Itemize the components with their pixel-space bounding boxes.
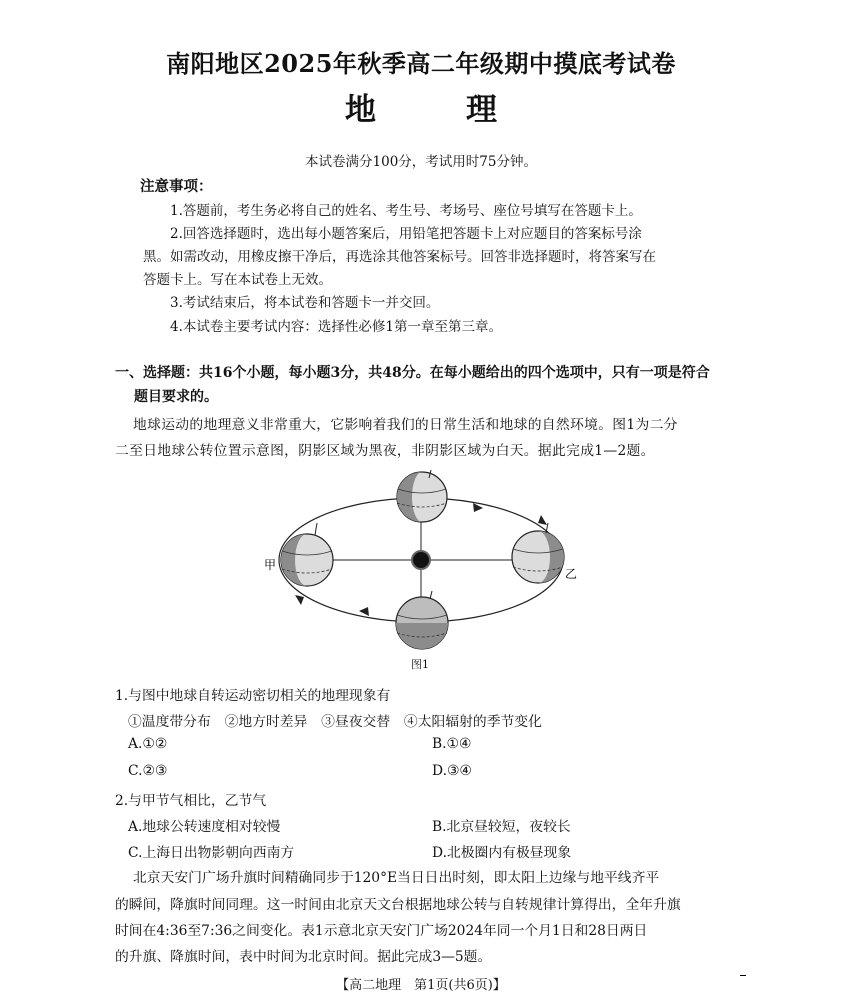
section-heading-cont: 题目要求的。 bbox=[134, 389, 218, 405]
notice-line-2: 2.回答选择题时，选出每小题答案后，用铅笔把答题卡上对应题目的答案标号涂 bbox=[170, 226, 642, 242]
q1-option-b: B.①④ bbox=[432, 736, 472, 752]
notice-line-1: 1.答题前，考生务必将自己的姓名、考生号、考场号、座位号填写在答题卡上。 bbox=[170, 203, 642, 219]
earth-left bbox=[281, 523, 333, 586]
q2-option-d: D.北极圈内有极昼现象 bbox=[432, 845, 572, 861]
notice-line-2-end: 答题卡上。写在本试卷上无效。 bbox=[143, 272, 332, 288]
orbit-arrow-bottom bbox=[359, 607, 369, 616]
orbit-arrow-left bbox=[295, 595, 304, 605]
orbit-arrow-right bbox=[538, 515, 547, 525]
q1-option-c: C.②③ bbox=[128, 763, 168, 779]
sun bbox=[412, 551, 430, 569]
q1-items: ①温度带分布 ②地方时差异 ③昼夜交替 ④太阳辐射的季节变化 bbox=[128, 714, 542, 730]
q2-option-c: C.上海日出物影朝向西南方 bbox=[128, 845, 295, 861]
notice-line-3: 3.考试结束后，将本试卷和答题卡一并交回。 bbox=[170, 295, 440, 311]
earth-top bbox=[397, 470, 447, 522]
q1-stem: 1.与图中地球自转运动密切相关的地理现象有 bbox=[115, 688, 391, 704]
notice-line-4: 4.本试卷主要考试内容：选择性必修1第一章至第三章。 bbox=[170, 319, 502, 335]
earth-right bbox=[512, 523, 564, 583]
page-footer: 【高二地理 第1页(共6页)】 bbox=[336, 978, 506, 993]
q2-option-a: A.地球公转速度相对较慢 bbox=[128, 819, 281, 835]
exam-info: 本试卷满分100分，考试用时75分钟。 bbox=[305, 154, 537, 170]
intro-paragraph-2: 北京天安门广场升旗时间精确同步于120°E当日日出时刻，即太阳上边缘与地平线齐平 bbox=[133, 870, 660, 886]
intro-paragraph-1: 地球运动的地理意义非常重大，它影响着我们的日常生活和地球的自然环境。图1为二分 bbox=[133, 417, 678, 433]
figure-caption: 图1 bbox=[411, 658, 429, 671]
q1-option-a: A.①② bbox=[128, 736, 168, 752]
intro-paragraph-2-line2: 的瞬间，降旗时间同理。这一时间由北京天文台根据地球公转与自转规律计算得出，全年升旗 bbox=[115, 897, 681, 913]
notice-heading: 注意事项： bbox=[140, 178, 213, 195]
q1-option-d: D.③④ bbox=[432, 763, 472, 779]
intro-paragraph-1-cont: 二至日地球公转位置示意图，阴影区域为黑夜，非阴影区域为白天。据此完成1—2题。 bbox=[115, 443, 655, 459]
label-yi: 乙 bbox=[565, 567, 578, 581]
subject-title: 地理 bbox=[345, 92, 587, 128]
orbit-arrow-top bbox=[473, 503, 483, 512]
q2-option-b: B.北京昼较短，夜较长 bbox=[432, 819, 571, 835]
section-heading: 一、选择题：共16个小题，每小题3分，共48分。在每小题给出的四个选项中，只有一项是符合 bbox=[115, 365, 710, 381]
earth-bottom bbox=[396, 591, 448, 649]
corner-mark bbox=[740, 975, 746, 976]
intro-paragraph-2-line3: 时间在4:36至7:36之间变化。表1示意北京天安门广场2024年同一个月1日和28日两日 bbox=[115, 923, 648, 939]
intro-paragraph-2-line4: 的升旗、降旗时间，表中时间为北京时间。据此完成3—5题。 bbox=[115, 949, 492, 965]
notice-line-2-cont: 黑。如需改动，用橡皮擦干净后，再选涂其他答案标号。回答非选择题时，将答案写在 bbox=[143, 249, 656, 265]
q2-stem: 2.与甲节气相比，乙节气 bbox=[115, 793, 267, 809]
exam-title: 南阳地区2025年秋季高二年级期中摸底考试卷 bbox=[166, 49, 676, 78]
figure-1-orbit-diagram bbox=[255, 465, 585, 675]
label-jia: 甲 bbox=[264, 558, 277, 572]
